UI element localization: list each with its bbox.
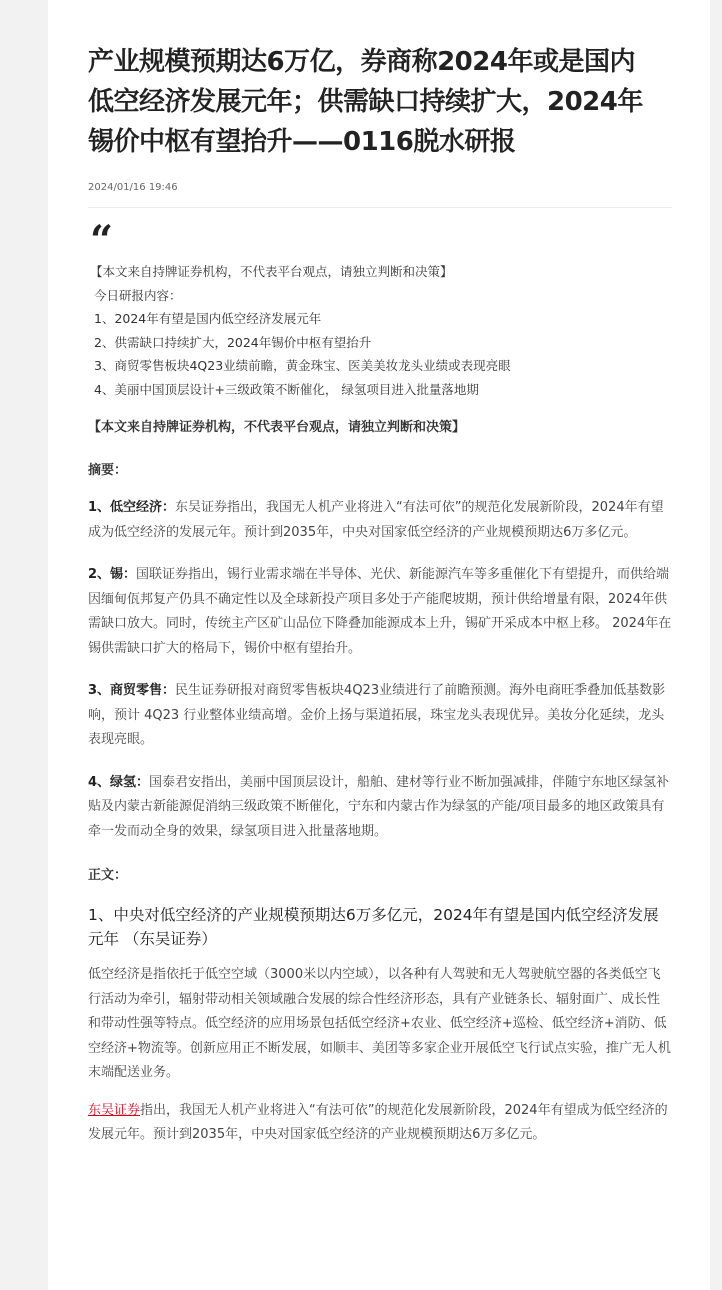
article-title	[88, 42, 672, 162]
article-title-line: 产业规模预期达6万亿，券商称2024年或是国内	[88, 47, 635, 77]
summary-label: 摘要：	[88, 463, 128, 478]
summary-item-key: 3、商贸零售：	[88, 683, 176, 698]
body-paragraph	[88, 1099, 672, 1148]
quote-line: 3、商贸零售板块4Q23业绩前瞻，黄金珠宝、医美美妆龙头业绩或表现亮眼	[94, 358, 511, 373]
quote-line: 4、美丽中国顶层设计+三级政策不断催化， 绿氢项目进入批量落地期	[94, 381, 479, 397]
article-page	[48, 0, 710, 1290]
summary-item-text: 民生证券研报对商贸零售板块4Q23业绩进行了前瞻预测。海外电商旺季叠加低基数影响，预计 4Q23 行业整体业绩高增。金价上扬与渠道拓展，珠宝龙头表现优异。美妆分化延续，龙头表现亮眼。	[88, 683, 666, 747]
quote-line: 2、供需缺口持续扩大，2024年锡价中枢有望抬升	[94, 334, 372, 350]
article-title-line: 低空经济发展元年；供需缺口持续扩大，2024年	[88, 87, 643, 117]
disclaimer: 【本文来自持牌证券机构，不代表平台观点，请独立判断和决策】	[88, 420, 466, 435]
summary-item-text: 国泰君安指出，美丽中国顶层设计，船舶、建材等行业不断加强减排，伴随宁东地区绿氢补贴及内蒙古新能源促消纳三级政策不断催化，宁东和内蒙古作为绿氢的产能/项目最多的地区政策具有牵一发而动全身的效果，绿氢项目进入批量落地期。	[88, 774, 670, 839]
summary-item-text: 东吴证券指出，我国无人机产业将进入“有法可依”的规范化发展新阶段，2024年有望成为低空经济的发展元年。预计到2035年，中央对国家低空经济的产业规模预期达6万多亿元。	[88, 500, 664, 540]
summary-item-key: 2、锡：	[88, 567, 137, 582]
header-divider	[88, 207, 672, 208]
summary-item	[88, 496, 672, 545]
body-paragraph: 低空经济是指依托于低空空域（3000米以内空域），以各种有人驾驶和无人驾驶航空器的各类低空飞行活动为牵引，辐射带动相关领域融合发展的综合性经济形态，具有产业链条长、辐射面广、成长性和带动性强等特点。低空经济的应用场景包括低空经济+农业、低空经济+巡检、低空经济+消防、低空经济+物流等。创新应用正不断发展，如顺丰、美团等多家企业开展低空飞行试点实验，推广无人机末端配送业务。	[88, 967, 671, 1080]
quote-line: 【本文来自持牌证券机构，不代表平台观点，请独立判断和决策】	[90, 264, 453, 279]
main-body-label: 正文：	[88, 868, 128, 883]
summary-item	[88, 679, 672, 753]
section-heading: 1、中央对低空经济的产业规模预期达6万多亿元，2024年有望是国内低空经济发展元年 （东吴证券）	[88, 906, 659, 948]
quote-lines	[90, 260, 672, 401]
summary-item	[88, 771, 672, 845]
publish-date: 2024/01/16 19:46	[88, 182, 178, 193]
body-paragraph-text: 指出，我国无人机产业将进入“有法可依”的规范化发展新阶段，2024年有望成为低空经济的发展元年。预计到2035年，中央对国家低空经济的产业规模预期达6万多亿元。	[88, 1102, 668, 1142]
quote-icon: “	[90, 217, 114, 264]
quote-line: 1、2024年有望是国内低空经济发展元年	[94, 311, 322, 326]
summary-item-key: 1、低空经济：	[88, 500, 176, 515]
source-link[interactable]: 东吴证券	[88, 1102, 141, 1118]
summary-item	[88, 563, 672, 661]
article-title-line: 锡价中枢有望抬升——0116脱水研报	[88, 127, 516, 157]
summary-item-key: 4、绿氢：	[88, 774, 150, 790]
summary-item-text: 国联证券指出，锡行业需求端在半导体、光伏、新能源汽车等多重催化下有望提升，而供给端因缅甸佤邦复产仍具不确定性以及全球新投产项目多处于产能爬坡期，预计供给增量有限，2024年供需缺口放大。同时，传统主产区矿山品位下降叠加能源成本上升，锡矿开采成本中枢上移。 2024年在锡供需缺口扩大的格局下，锡价中枢有望抬升。	[88, 567, 672, 656]
quote-line: 今日研报内容：	[94, 287, 182, 303]
article-content	[88, 0, 672, 1161]
quote-block	[88, 217, 672, 401]
